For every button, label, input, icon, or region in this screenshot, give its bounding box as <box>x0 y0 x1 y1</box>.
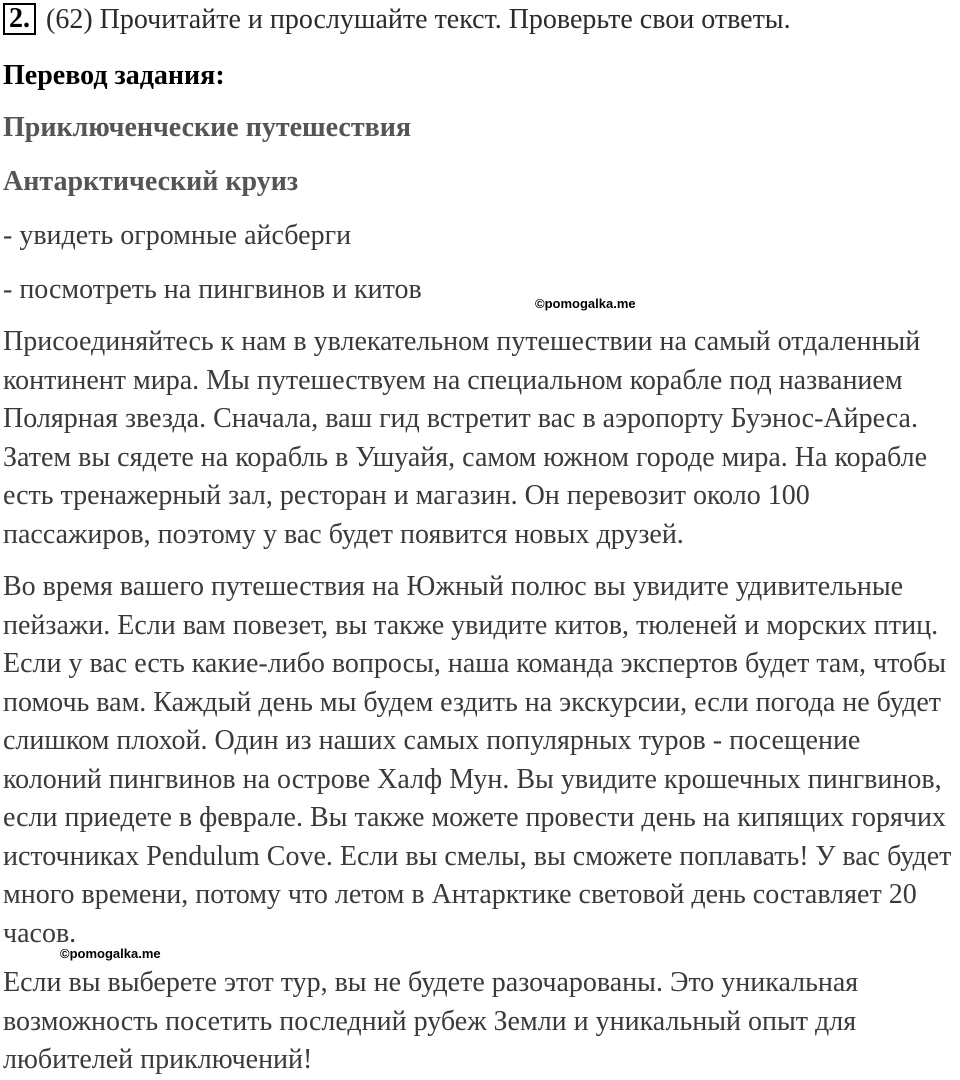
paragraph-conclusion: Если вы выберете этот тур, вы не будете разочарованы. Это уникальная возможность посетить последний рубеж Земли и уникальный опыт для любителей приключений! <box>3 967 859 1075</box>
subheading-adventure-travel: Приключенческие путешествия <box>3 112 411 143</box>
bullet-penguins-whales: - посмотреть на пингвинов и китов <box>3 274 422 305</box>
bullet-icebergs: - увидеть огромные айсберги <box>3 220 352 251</box>
subheading-antarctic-cruise: Антарктический круиз <box>3 166 299 197</box>
paragraph-journey: Во время вашего путешествия на Южный полюс вы увидите удивительные пейзажи. Если вам повезет, вы также увидите китов, тюленей и морских птиц. Если у вас есть какие-либо вопросы, наша команда экспертов будет там, чтобы помочь вам. Каждый день мы будем ездить на экскурсии, если погода не будет слишком плохой. Один из наших самых популярных туров - посещение колоний пингвинов на острове Халф Мун. Вы увидите крошечных пингвинов, если приедете в феврале. Вы также можете провести день на кипящих горячих источниках Pendulum Cove. Если вы смелы, вы сможете поплавать! У вас будет много времени, потому что летом в Антарктике световой день составляет 20 часов. <box>3 571 952 949</box>
watermark-top: ©pomogalka.me <box>535 296 636 311</box>
paragraph-intro: Присоединяйтесь к нам в увлекательном путешествии на самый отдаленный континент мира. Мы путешествуем на специальном корабле под названием Полярная звезда. Сначала, ваш гид встретит вас в аэропорту Буэнос-Айреса. Затем вы сядете на корабль в Ушуайя, самом южном городе мира. На корабле есть тренажерный зал, ресторан и магазин. Он перевозит около 100 пассажиров, поэтому у вас будет появится новых друзей. <box>3 326 927 550</box>
task-number: 2. <box>3 3 36 35</box>
watermark-bottom: ©pomogalka.me <box>60 946 161 961</box>
translation-heading: Перевод задания: <box>3 60 225 91</box>
task-line <box>3 2 791 38</box>
task-instruction: (62) Прочитайте и прослушайте текст. Проверьте свои ответы. <box>46 4 791 35</box>
